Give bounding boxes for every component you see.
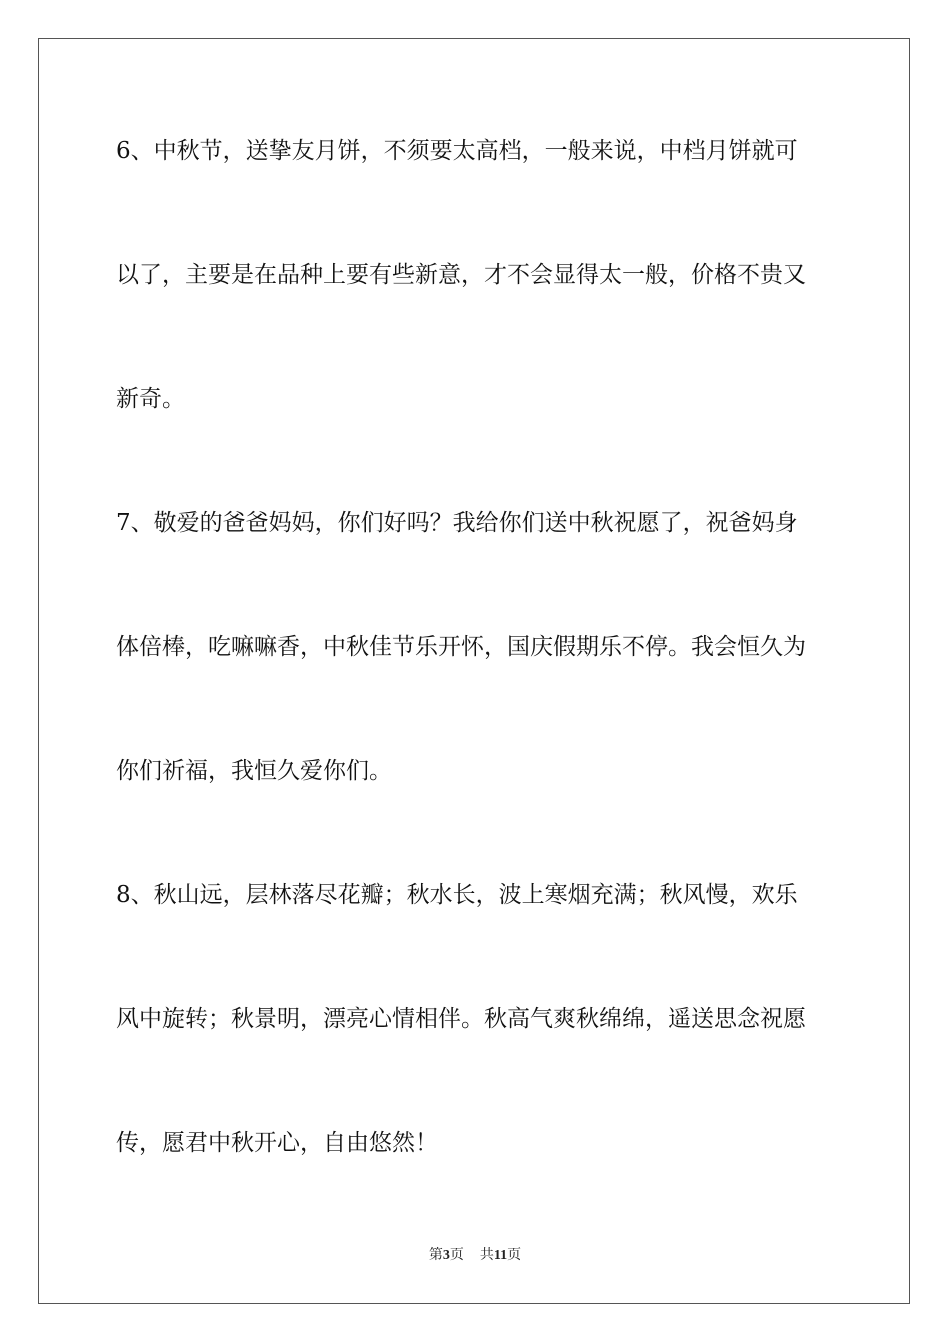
page-footer bbox=[0, 1246, 950, 1266]
page-prefix: 第 bbox=[428, 1248, 443, 1263]
total-suffix: 页 bbox=[507, 1248, 522, 1263]
paragraph-7-line-3: 你们祈福，我恒久爱你们。 bbox=[116, 758, 392, 784]
paragraph-8-line-1: 8、秋山远，层林落尽花瓣；秋水长，波上寒烟充满；秋风慢，欢乐 bbox=[116, 882, 798, 908]
page-number: 3 bbox=[442, 1248, 450, 1263]
paragraph-6-line-3: 新奇。 bbox=[116, 386, 185, 412]
total-pages: 11 bbox=[493, 1248, 508, 1263]
page-suffix: 页 bbox=[449, 1248, 464, 1263]
paragraph-7-line-2: 体倍棒，吃嘛嘛香，中秋佳节乐开怀，国庆假期乐不停。我会恒久为 bbox=[116, 634, 806, 660]
paragraph-6-line-2: 以了，主要是在品种上要有些新意，才不会显得太一般，价格不贵又 bbox=[116, 262, 806, 288]
page-border bbox=[38, 38, 910, 1304]
paragraph-6-line-1: 6、中秋节，送挚友月饼，不须要太高档，一般来说，中档月饼就可 bbox=[116, 138, 798, 164]
total-prefix: 共 bbox=[479, 1248, 494, 1263]
paragraph-7-line-1: 7、敬爱的爸爸妈妈，你们好吗？我给你们送中秋祝愿了，祝爸妈身 bbox=[116, 510, 798, 536]
paragraph-8-line-2: 风中旋转；秋景明，漂亮心情相伴。秋高气爽秋绵绵，遥送思念祝愿 bbox=[116, 1006, 806, 1032]
paragraph-8-line-3: 传，愿君中秋开心，自由悠然！ bbox=[116, 1130, 438, 1156]
